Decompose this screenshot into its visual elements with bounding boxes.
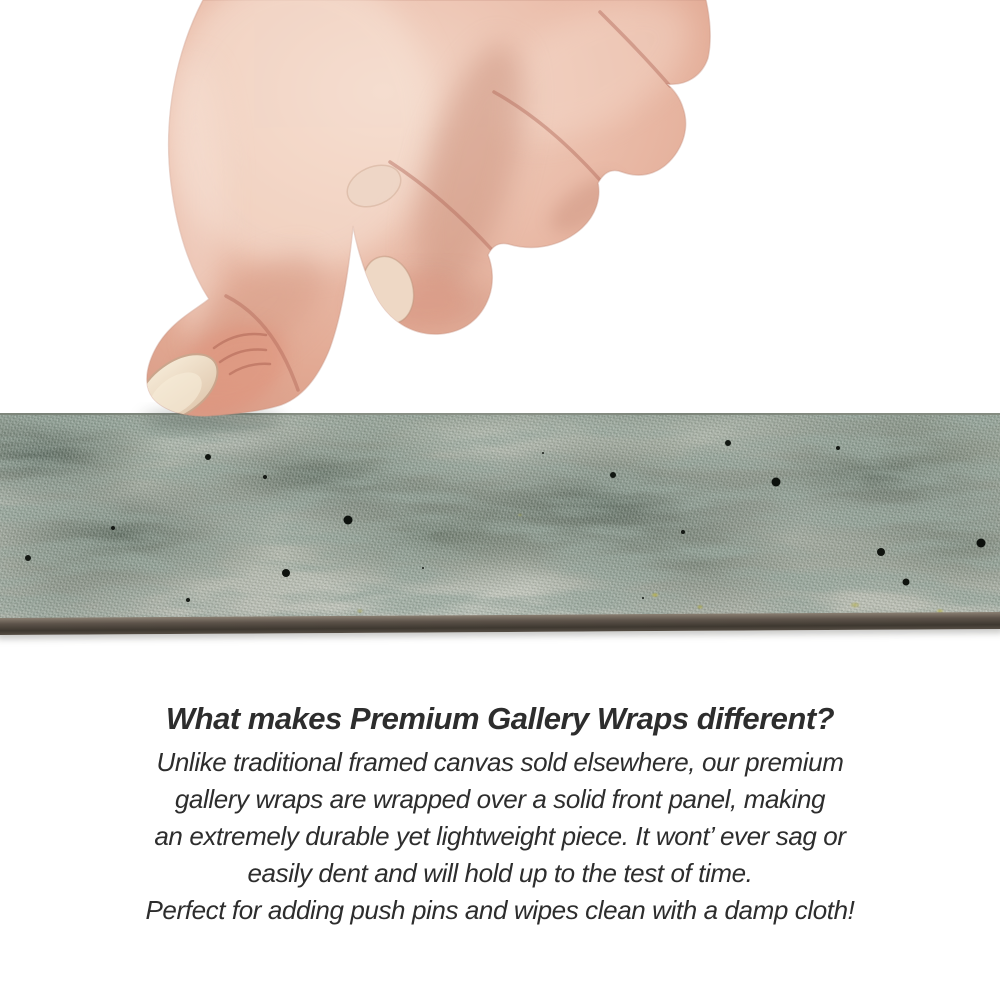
benefits-line-3: an extremely durable yet lightweight piece. It wont’ ever sag or	[154, 821, 846, 851]
benefits-line-4: easily dent and will hold up to the test of time.	[247, 858, 753, 888]
benefits-line-2: gallery wraps are wrapped over a solid front panel, making	[174, 784, 826, 814]
hand-illustration	[0, 0, 760, 440]
canvas-fabric-texture	[0, 413, 1000, 620]
benefits-text	[0, 699, 1000, 929]
benefits-line-5: Perfect for adding push pins and wipes clean with a damp cloth!	[145, 895, 855, 925]
benefits-line-1: Unlike traditional framed canvas sold elsewhere, our premium	[156, 747, 844, 777]
benefits-heading: What makes Premium Gallery Wraps different?	[165, 701, 835, 736]
canvas-holes	[0, 415, 1000, 620]
canvas-strip	[0, 413, 1000, 633]
